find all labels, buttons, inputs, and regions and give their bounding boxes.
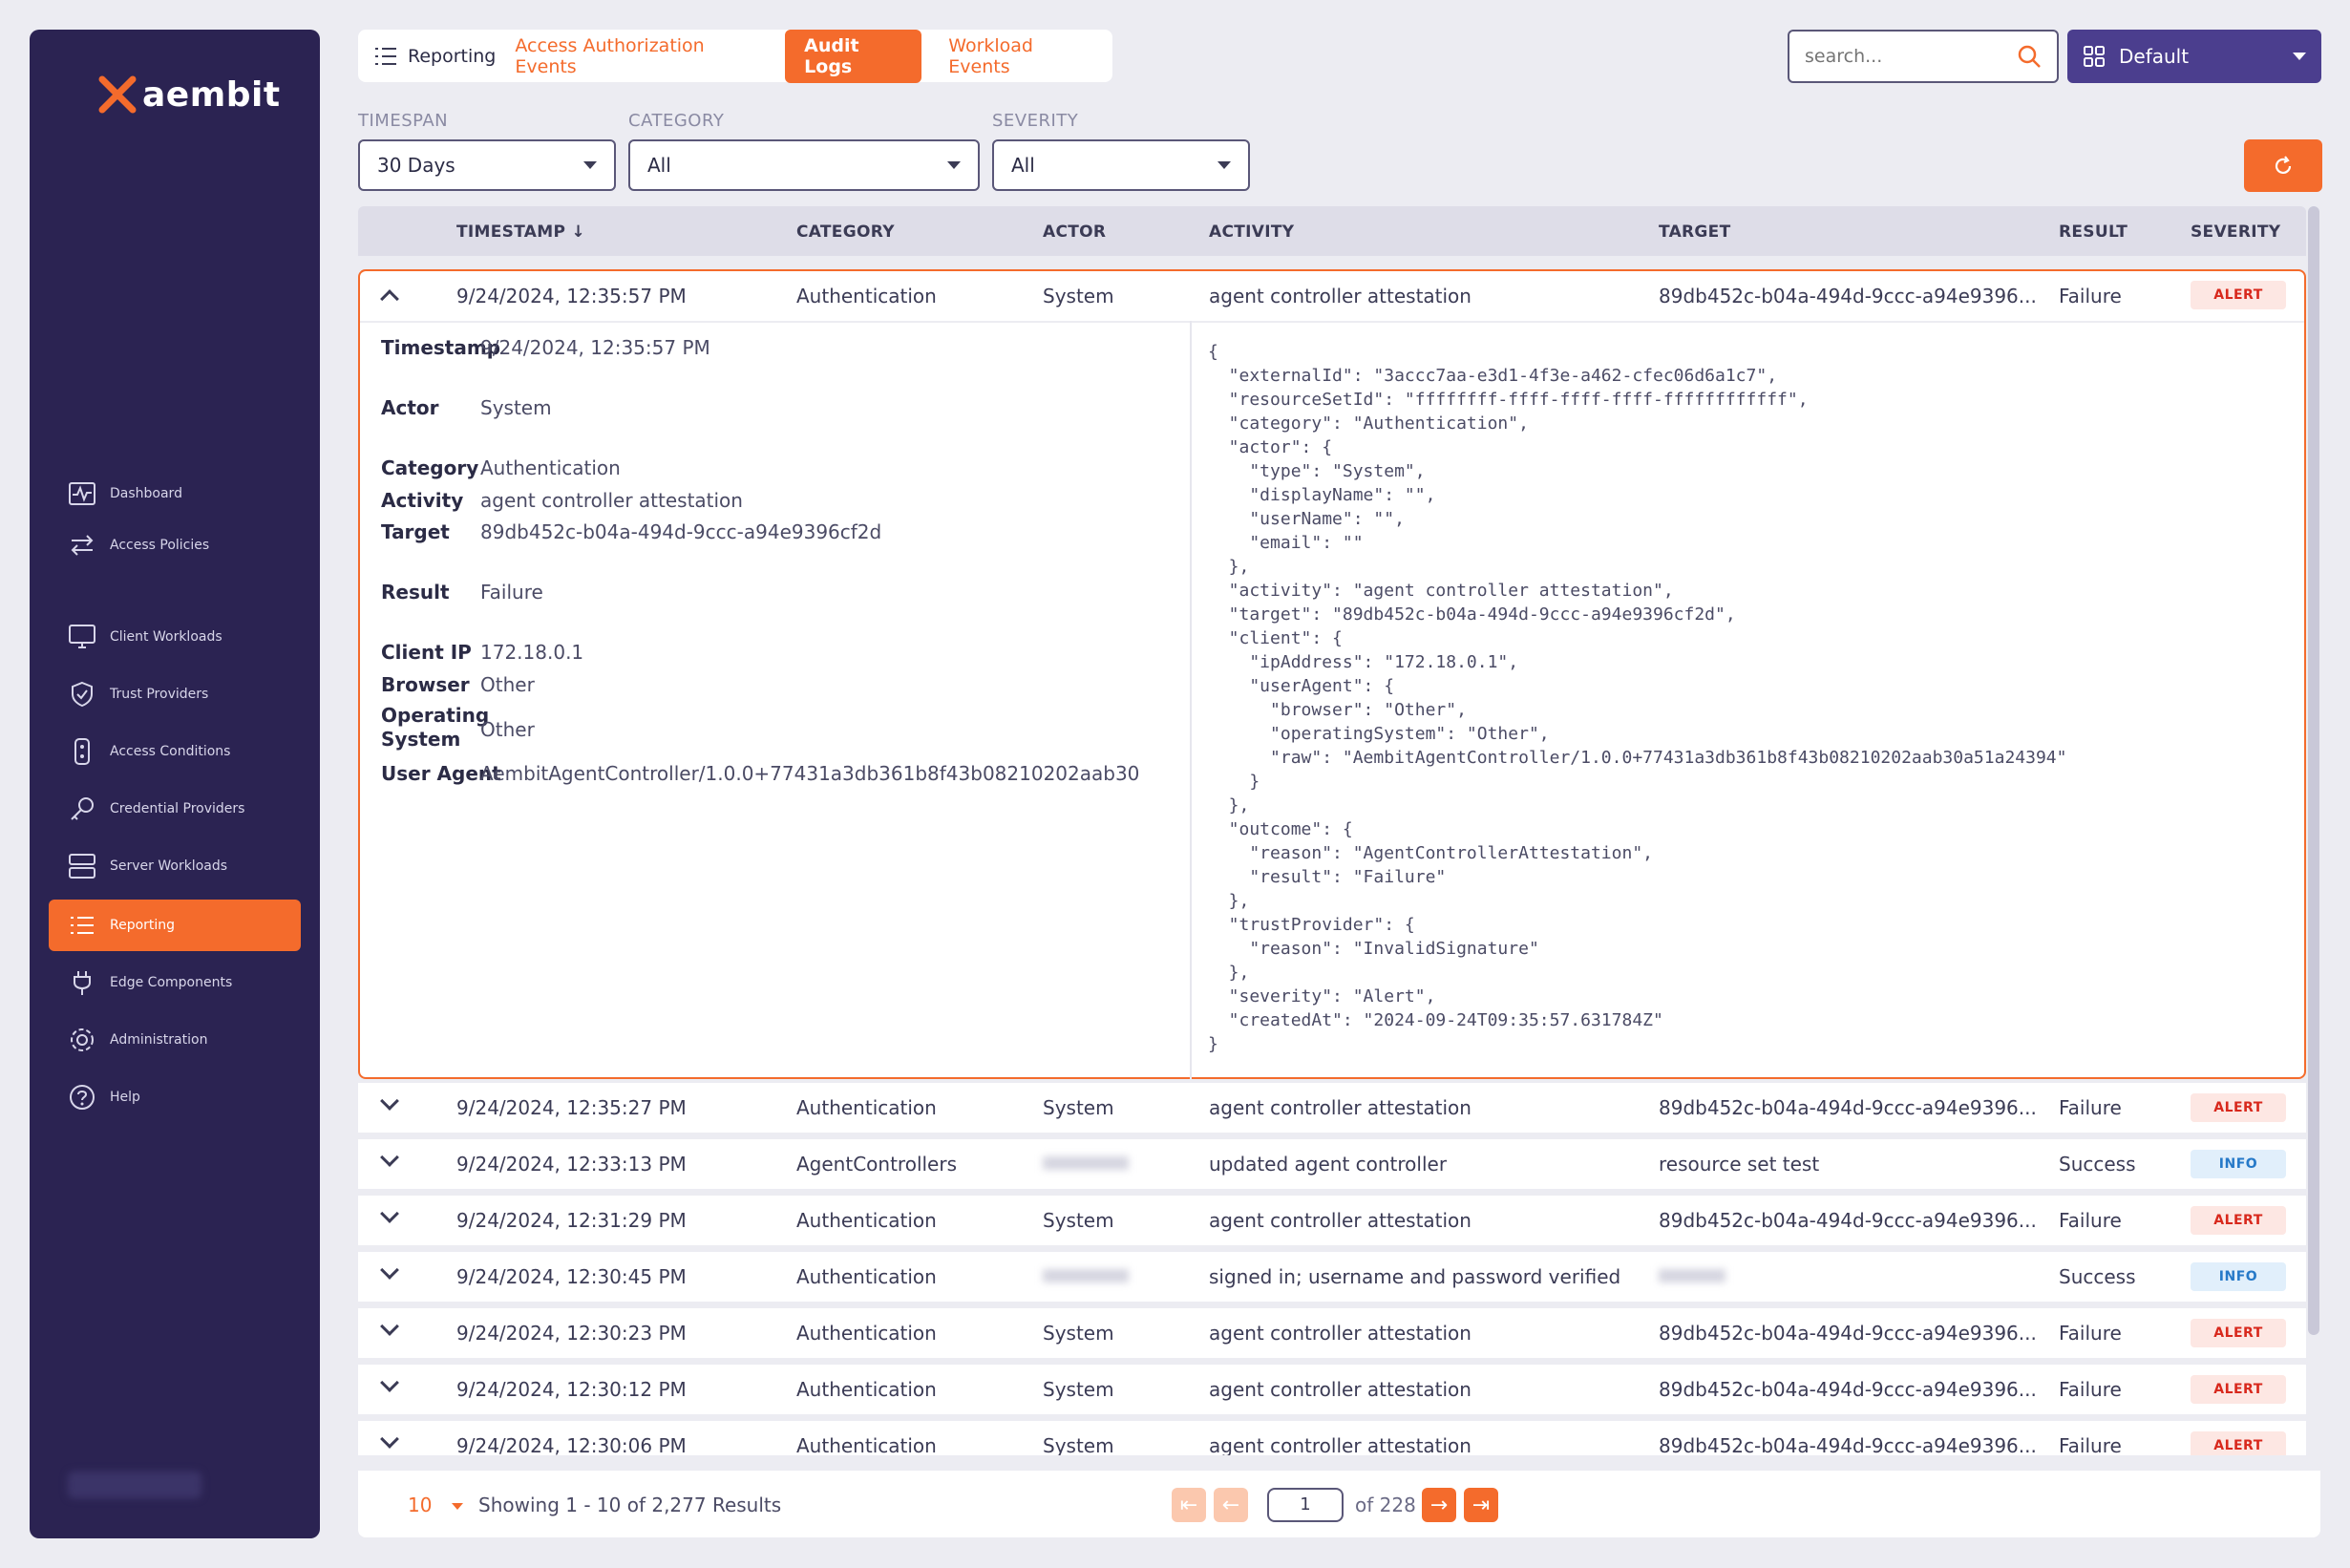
row-result: Failure	[2059, 1096, 2122, 1119]
row-category: Authentication	[796, 1209, 937, 1232]
detail-label-actor: Actor	[381, 396, 439, 419]
raw-json-block: { "externalId": "3accc7aa-e3d1-4f3e-a462-cfec06d6a1c7", "resourceSetId": "ffffffff-ffff-ffff-ffff-ffffffffffff", "category": "Authentication", "actor": { "type": "System", "displayName": "", "userName": "", "email": "" }, "activity": "agent controller attestation", "target": "89db452c-b04a-494d-9ccc-a94e9396cf2d", "client": { "ipAddress": "172.18.0.1", "userAgent": { "browser": "Other", "operatingSystem": "Other", "raw": "AembitAgentController/1.0.0+77431a3db361b8f43b08210202aab30a51a24394" } }, "outcome": { "reason": "AgentControllerAttestation", "result": "Failure" }, "trustProvider": { "reason": "InvalidSignature" }, "severity": "Alert", "createdAt": "2024-09-24T09:35:57.631784Z" }	[1208, 342, 2067, 1054]
last-page-button[interactable]	[1464, 1488, 1498, 1522]
shield-icon	[68, 680, 96, 709]
row-result: Success	[2059, 1153, 2136, 1176]
expanded-row	[358, 269, 2306, 1079]
header-activity[interactable]: ACTIVITY	[1209, 222, 1295, 242]
row-actor-redacted	[1043, 1269, 1129, 1282]
row-activity: agent controller attestation	[1209, 1378, 1471, 1401]
timespan-select[interactable]	[358, 139, 616, 191]
header-actor[interactable]: ACTOR	[1043, 222, 1107, 242]
row-actor: System	[1043, 1209, 1114, 1232]
caret-down-icon	[452, 1503, 463, 1510]
severity-label: SEVERITY	[992, 111, 1079, 131]
refresh-button[interactable]	[2244, 139, 2322, 192]
sidebar	[30, 30, 320, 1538]
divider	[360, 321, 2304, 323]
first-page-button[interactable]	[1172, 1488, 1206, 1522]
row-category: Authentication	[796, 285, 937, 307]
arrows-icon	[68, 531, 96, 560]
category-value: All	[647, 154, 671, 177]
row-actor: System	[1043, 1096, 1114, 1119]
detail-label-timestamp: Timestamp	[381, 336, 501, 359]
row-target: resource set test	[1659, 1153, 1820, 1176]
page-size-select[interactable]	[408, 1494, 463, 1516]
nav-group-1	[49, 468, 301, 571]
detail-label-category: Category	[381, 456, 479, 479]
sidebar-item-label: Client Workloads	[110, 629, 222, 645]
plug-icon	[68, 968, 96, 997]
sidebar-item-label: Edge Components	[110, 975, 233, 990]
divider	[1190, 321, 1192, 1079]
row-timestamp: 9/24/2024, 12:30:12 PM	[456, 1378, 687, 1401]
row-target: 89db452c-b04a-494d-9ccc-a94e9396...	[1659, 1434, 2037, 1455]
row-timestamp: 9/24/2024, 12:35:57 PM	[456, 285, 687, 307]
chevron-down-icon	[2293, 53, 2306, 60]
chevron-down-icon[interactable]	[380, 1373, 399, 1392]
server-icon	[68, 852, 96, 880]
nav-group-3	[49, 900, 301, 1123]
row-result: Success	[2059, 1265, 2136, 1288]
category-select[interactable]	[628, 139, 980, 191]
table-row[interactable]	[358, 1252, 2306, 1302]
row-category: Authentication	[796, 1265, 937, 1288]
row-actor: System	[1043, 1322, 1114, 1345]
nav-group-2	[49, 611, 301, 892]
status-badge: ALERT	[2191, 1319, 2286, 1347]
tab-access-authorization-events[interactable]: Access Authorization Events	[515, 34, 705, 77]
status-badge: ALERT	[2191, 1375, 2286, 1404]
detail-value-client-ip: 172.18.0.1	[480, 641, 584, 664]
tab-audit-logs[interactable]: Audit Logs	[785, 30, 921, 83]
first-page-icon: ⇤	[1179, 1493, 1198, 1517]
header-category[interactable]: CATEGORY	[796, 222, 895, 242]
header-timestamp-label: TIMESTAMP	[456, 222, 566, 242]
table-header	[358, 206, 2306, 256]
header-target[interactable]: TARGET	[1659, 222, 1731, 242]
user-account[interactable]	[68, 1472, 201, 1498]
row-actor-redacted	[1043, 1156, 1129, 1170]
row-timestamp: 9/24/2024, 12:30:23 PM	[456, 1322, 687, 1345]
table-row[interactable]	[358, 1421, 2306, 1455]
arrow-down-icon: ↓	[571, 222, 585, 242]
detail-value-timestamp: 9/24/2024, 12:35:57 PM	[480, 336, 710, 359]
next-page-button[interactable]	[1422, 1488, 1456, 1522]
sidebar-item-credential-providers[interactable]	[49, 783, 301, 835]
list-icon	[373, 46, 398, 67]
detail-label-browser: Browser	[381, 673, 470, 696]
arrow-right-icon: →	[1429, 1493, 1449, 1517]
status-badge: ALERT	[2191, 1093, 2286, 1122]
sidebar-item-label: Trust Providers	[110, 687, 209, 702]
table-scrollbar[interactable]	[2308, 206, 2319, 1335]
sidebar-item-label: Help	[110, 1090, 140, 1105]
sidebar-item-label: Administration	[110, 1032, 208, 1048]
detail-value-user-agent: AembitAgentController/1.0.0+77431a3db361b8f43b08210202aab30	[480, 762, 1140, 785]
sidebar-item-edge-components[interactable]	[49, 957, 301, 1008]
timespan-label: TIMESPAN	[358, 111, 449, 131]
row-result: Failure	[2059, 1209, 2122, 1232]
row-activity: agent controller attestation	[1209, 1322, 1471, 1345]
page-number-input[interactable]: 1	[1267, 1488, 1344, 1522]
gear-icon	[68, 1026, 96, 1054]
logo-text: aembit	[142, 74, 281, 115]
tab-reporting-label: Reporting	[408, 45, 497, 67]
status-badge: ALERT	[2191, 281, 2286, 309]
dashboard-select[interactable]	[2067, 30, 2321, 83]
sidebar-item-label: Reporting	[110, 918, 176, 933]
page-count: of 228	[1355, 1494, 1416, 1516]
detail-label-activity: Activity	[381, 489, 464, 512]
detail-label-client-ip: Client IP	[381, 641, 472, 664]
tab-workload-events[interactable]: Workload Events	[948, 34, 1033, 77]
detail-value-target: 89db452c-b04a-494d-9ccc-a94e9396cf2d	[480, 520, 882, 543]
chevron-down-icon	[947, 161, 961, 169]
row-actor: System	[1043, 1434, 1114, 1455]
status-badge: INFO	[2191, 1262, 2286, 1291]
detail-value-os: Other	[480, 718, 535, 741]
row-category: AgentControllers	[796, 1153, 957, 1176]
status-badge: ALERT	[2191, 1206, 2286, 1235]
timespan-value: 30 Days	[377, 154, 455, 177]
chevron-down-icon[interactable]	[380, 1091, 399, 1111]
detail-label-os-line-1: Operating	[381, 704, 490, 727]
row-timestamp: 9/24/2024, 12:30:45 PM	[456, 1265, 687, 1288]
row-target: 89db452c-b04a-494d-9ccc-a94e9396...	[1659, 1096, 2037, 1119]
sidebar-item-label: Access Policies	[110, 538, 210, 553]
sidebar-item-client-workloads[interactable]	[49, 611, 301, 663]
list-icon	[68, 911, 96, 940]
chevron-down-icon[interactable]	[380, 1430, 399, 1449]
search-icon[interactable]	[2017, 44, 2042, 69]
row-category: Authentication	[796, 1378, 937, 1401]
chevron-down-icon[interactable]	[380, 1261, 399, 1280]
chevron-down-icon	[1217, 161, 1231, 169]
row-result: Failure	[2059, 1434, 2122, 1455]
sidebar-item-label: Dashboard	[110, 486, 182, 501]
prev-page-button[interactable]	[1214, 1488, 1248, 1522]
table-row[interactable]	[358, 1196, 2306, 1245]
row-actor: System	[1043, 285, 1114, 307]
chevron-down-icon[interactable]	[380, 1317, 399, 1336]
dashboard-select-value: Default	[2119, 45, 2190, 68]
detail-value-browser: Other	[480, 673, 535, 696]
detail-label-os	[381, 704, 489, 752]
row-activity: updated agent controller	[1209, 1153, 1448, 1176]
detail-value-result: Failure	[480, 581, 543, 604]
row-timestamp: 9/24/2024, 12:35:27 PM	[456, 1096, 687, 1119]
sidebar-item-trust-providers[interactable]	[49, 668, 301, 720]
aembit-logo[interactable]	[96, 74, 281, 116]
table-row[interactable]	[358, 1139, 2306, 1189]
sidebar-item-label: Server Workloads	[110, 858, 228, 874]
row-actor: System	[1043, 1378, 1114, 1401]
detail-label-result: Result	[381, 581, 450, 604]
sliders-icon	[68, 737, 96, 766]
table-row[interactable]	[358, 1083, 2306, 1133]
sidebar-item-server-workloads[interactable]	[49, 840, 301, 892]
sidebar-item-access-conditions[interactable]	[49, 726, 301, 777]
sidebar-item-access-policies[interactable]	[49, 519, 301, 571]
row-activity: agent controller attestation	[1209, 1209, 1471, 1232]
category-label: CATEGORY	[628, 111, 725, 131]
row-target: 89db452c-b04a-494d-9ccc-a94e9396...	[1659, 1322, 2037, 1345]
sidebar-item-administration[interactable]	[49, 1014, 301, 1066]
tab-reporting[interactable]	[373, 46, 496, 67]
chevron-down-icon	[583, 161, 597, 169]
results-summary: Showing 1 - 10 of 2,277 Results	[478, 1494, 782, 1516]
row-activity: agent controller attestation	[1209, 1434, 1471, 1455]
severity-value: All	[1011, 154, 1035, 177]
sidebar-item-dashboard[interactable]	[49, 468, 301, 519]
detail-value-activity: agent controller attestation	[480, 489, 743, 512]
report-tabs	[358, 30, 1112, 82]
severity-select[interactable]	[992, 139, 1250, 191]
chevron-up-icon[interactable]	[380, 289, 399, 308]
pagination	[358, 1471, 2320, 1537]
row-activity: agent controller attestation	[1209, 1096, 1471, 1119]
row-timestamp: 9/24/2024, 12:31:29 PM	[456, 1209, 687, 1232]
sidebar-item-label: Access Conditions	[110, 744, 231, 759]
monitor-icon	[68, 623, 96, 651]
row-timestamp: 9/24/2024, 12:30:06 PM	[456, 1434, 687, 1455]
header-severity[interactable]: SEVERITY	[2191, 222, 2281, 242]
page-size-value: 10	[408, 1494, 433, 1516]
logo-x-icon	[96, 74, 138, 116]
row-result: Failure	[2059, 1378, 2122, 1401]
table-row[interactable]	[358, 1308, 2306, 1358]
row-target: 89db452c-b04a-494d-9ccc-a94e9396...	[1659, 1378, 2037, 1401]
status-badge: ALERT	[2191, 1431, 2286, 1455]
detail-value-category: Authentication	[480, 456, 621, 479]
row-category: Authentication	[796, 1434, 937, 1455]
sidebar-item-label: Credential Providers	[110, 801, 245, 816]
chevron-down-icon[interactable]	[380, 1148, 399, 1167]
row-activity: signed in; username and password verified	[1209, 1265, 1621, 1288]
refresh-icon	[2272, 155, 2295, 178]
row-result: Failure	[2059, 1322, 2122, 1345]
row-target: 89db452c-b04a-494d-9ccc-a94e9396...	[1659, 285, 2037, 307]
search-input[interactable]	[1805, 46, 2015, 67]
row-target-redacted	[1659, 1269, 1725, 1282]
row-activity: agent controller attestation	[1209, 285, 1471, 307]
header-timestamp[interactable]	[456, 222, 585, 242]
key-icon	[68, 795, 96, 823]
table-row[interactable]	[358, 1365, 2306, 1414]
activity-icon	[68, 479, 96, 508]
sidebar-item-help[interactable]	[49, 1071, 301, 1123]
grid-icon	[2083, 45, 2106, 68]
sidebar-item-reporting[interactable]	[49, 900, 301, 951]
arrow-left-icon: ←	[1221, 1493, 1240, 1517]
status-badge: INFO	[2191, 1150, 2286, 1178]
detail-value-actor: System	[480, 396, 552, 419]
row-category: Authentication	[796, 1322, 937, 1345]
detail-label-os-line-2: System	[381, 728, 461, 751]
row-result: Failure	[2059, 285, 2122, 307]
detail-label-target: Target	[381, 520, 450, 543]
header-result[interactable]: RESULT	[2059, 222, 2128, 242]
search-box	[1788, 30, 2059, 83]
last-page-icon: ⇥	[1471, 1493, 1491, 1517]
row-category: Authentication	[796, 1096, 937, 1119]
row-timestamp: 9/24/2024, 12:33:13 PM	[456, 1153, 687, 1176]
detail-label-user-agent: User Agent	[381, 762, 501, 785]
help-icon	[68, 1083, 96, 1112]
chevron-down-icon[interactable]	[380, 1204, 399, 1223]
row-target: 89db452c-b04a-494d-9ccc-a94e9396...	[1659, 1209, 2037, 1232]
